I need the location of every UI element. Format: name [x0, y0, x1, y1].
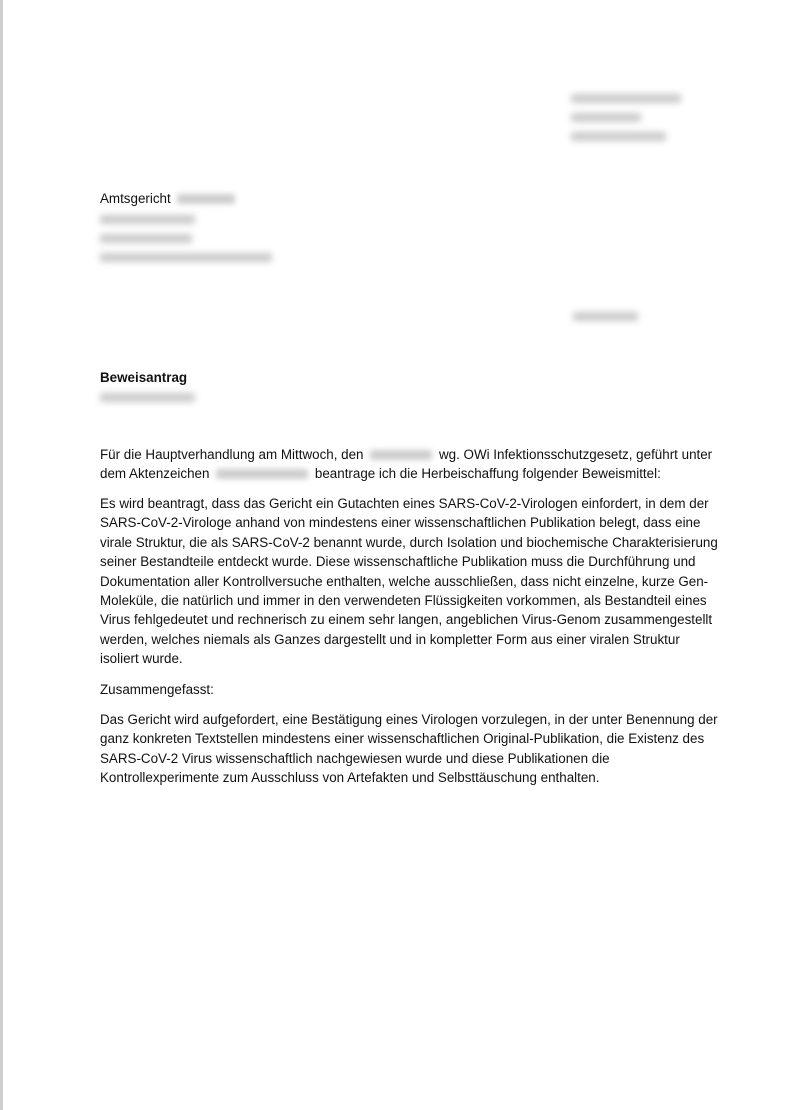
summary-paragraph: Das Gericht wird aufgefordert, eine Bestätigung eines Virologen vorzulegen, in der unter Benennung der ganz konkreten Textstellen mindestens einer wissenschaftlichen Original-Publikation, die Existenz des SARS-CoV-2 Virus wissenschaftlich nachgewiesen wurde und diese Publikationen die Kontrollexperimente zum Ausschluss von Artefakten und Selbsttäuschung enthalten. — [100, 712, 718, 786]
heading-title: Beweisantrag — [100, 370, 188, 385]
document-heading — [100, 368, 720, 412]
intro-part2: wg. OWi Infektionsschutzgesetz, geführt — [438, 447, 678, 462]
main-paragraph: Es wird beantragt, dass das Gericht ein Gutachten eines SARS-CoV-2-Virologen einfordert, in dem der SARS-CoV-2-Virologe anhand von mindestens einer wissenschaftlichen Publikation belegt, dass eine virale Struktur, die als SARS-CoV-2 benannt wurde, durch Isolation und biochemische Charakterisierung seiner Bestandteile entdeckt wurde. Diese wissenschaftliche Publikation muss die Durchführung und Dokumentation aller Kontrollversuche enthalten, welche ausschließen, dass nicht einzelne, kurze Gen-Moleküle, die natürlich und immer in den verwendeten Flüssigkeiten vorkommen, als Bestandteil eines Virus fehlgedeutet und rechnerisch zu einem sehr langen, angeblichen Virus-Genom zusammengestellt werden, welches niemals als Ganzes dargestellt und in kompletter Form aus einer viralen Struktur isoliert wurde. — [100, 496, 718, 667]
redacted-court-city — [177, 194, 235, 204]
redacted-sender-address — [571, 94, 691, 151]
court-label: Amtsgericht — [100, 191, 171, 206]
redacted-hearing-date — [370, 450, 432, 460]
court-address — [100, 189, 720, 272]
redacted-case-number — [100, 393, 195, 402]
intro-part1: Für die Hauptverhandlung am Mittwoch, den — [100, 447, 364, 462]
redacted-court-street — [100, 215, 195, 224]
redacted-court-zip — [100, 234, 192, 243]
redacted-file-number — [216, 469, 308, 479]
intro-part4: beantrage ich die Herbeischaffung folgender Beweismittel: — [314, 466, 661, 482]
intro-paragraph — [100, 445, 720, 484]
redacted-date — [573, 312, 643, 331]
intro-part3: unter dem Aktenzeichen — [100, 447, 713, 482]
redacted-court-phone — [100, 253, 272, 262]
summary-label: Zusammengefasst: — [100, 682, 214, 697]
